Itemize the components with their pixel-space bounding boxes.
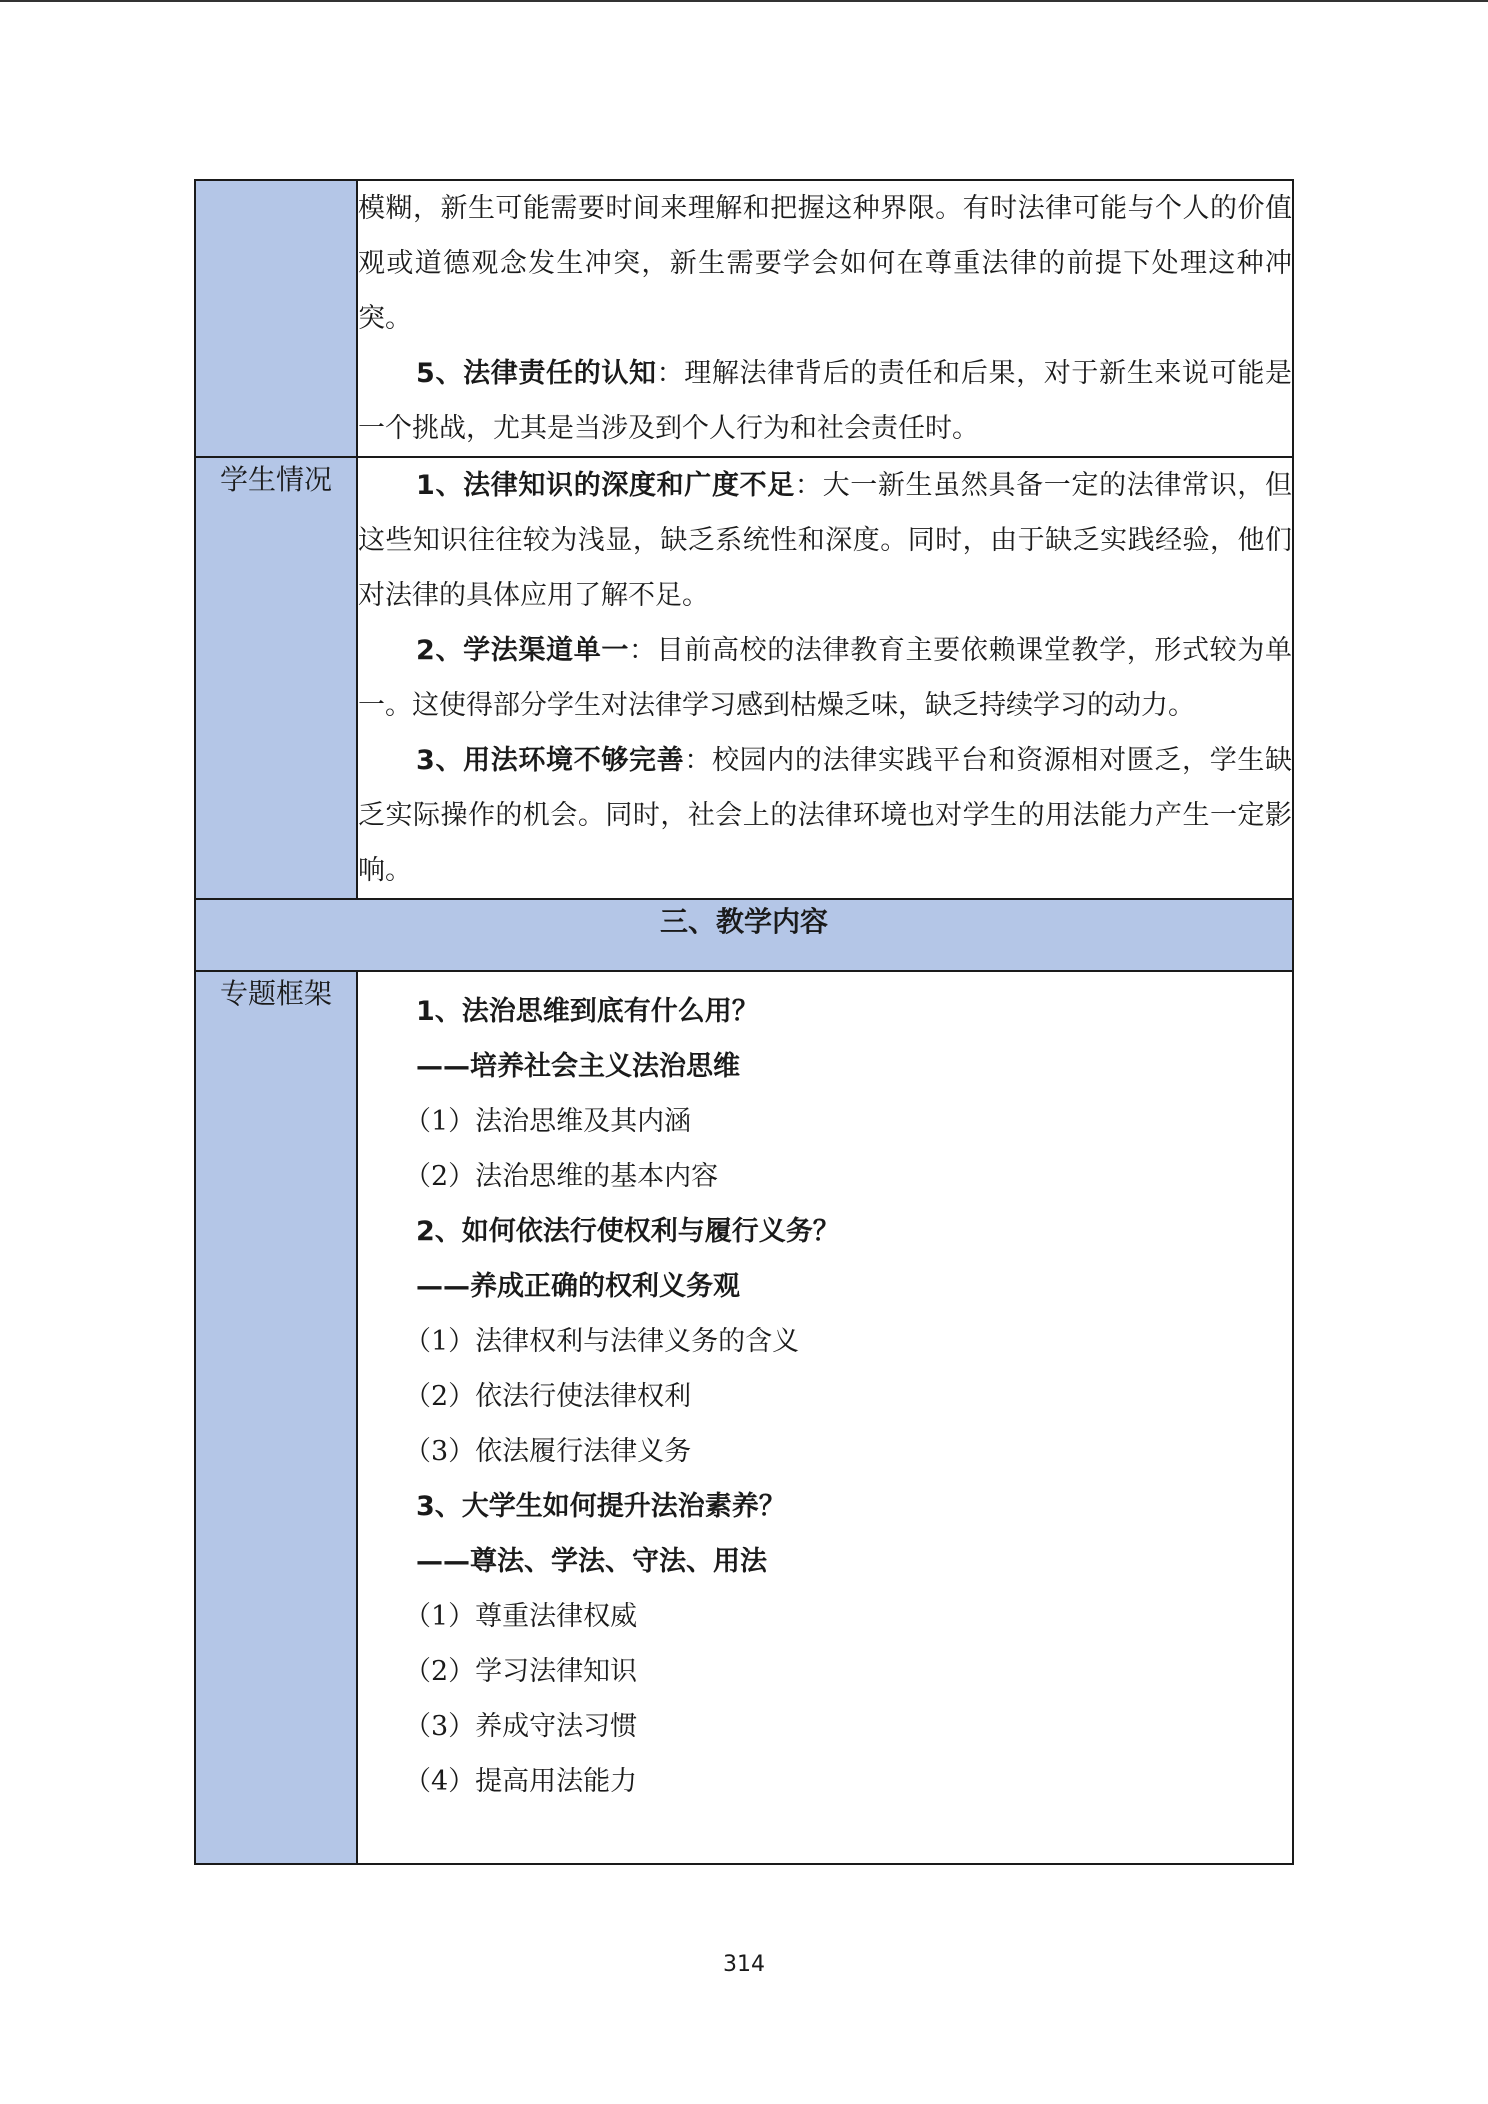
student-item-1-text: ：大一新生虽然具备一定的法律常识，但这些知识往往较为浅显，缺乏系统性和深度。同时，由于缺乏实践经验，他们对法律的具体应用了解不足。 <box>358 470 1293 611</box>
framework-subitem: （2）依法行使法律权利 <box>404 1381 692 1412</box>
framework-heading: ——尊法、学法、守法、用法 <box>416 1546 767 1577</box>
table-row <box>195 899 1293 971</box>
student-item-3 <box>358 733 1292 898</box>
top-border-line <box>0 0 1488 2</box>
student-item-3-text: ：校园内的法律实践平台和资源相对匮乏，学生缺乏实际操作的机会。同时，社会上的法律环境也对学生的用法能力产生一定影响。 <box>358 745 1292 886</box>
difficulty-content-cell <box>357 180 1293 457</box>
item-5-text: ：理解法律背后的责任和后果，对于新生来说可能是一个挑战，尤其是当涉及到个人行为和社会责任时。 <box>358 358 1292 444</box>
student-item-3-title: 3、用法环境不够完善 <box>416 745 685 776</box>
table-row <box>195 971 1293 1864</box>
framework-subitem: （1）尊重法律权威 <box>404 1601 638 1632</box>
table-row <box>195 180 1293 457</box>
framework-subitem: （1）法律权利与法律义务的含义 <box>404 1326 800 1357</box>
student-item-1-title: 1、法律知识的深度和广度不足 <box>416 470 795 501</box>
framework-heading: 2、如何依法行使权利与履行义务？ <box>416 1216 840 1247</box>
framework-subitem: （3）依法履行法律义务 <box>404 1436 692 1467</box>
student-situation-content <box>357 457 1293 899</box>
framework-heading: 3、大学生如何提升法治素养？ <box>416 1491 786 1522</box>
section-heading-teaching-content: 三、教学内容 <box>195 899 1293 971</box>
student-situation-label: 学生情况 <box>195 457 357 899</box>
framework-heading: 1、法治思维到底有什么用？ <box>416 996 759 1027</box>
item-5-title: 5、法律责任的认知 <box>416 358 657 389</box>
student-item-2 <box>358 623 1292 733</box>
topic-framework-label: 专题框架 <box>195 971 357 1864</box>
student-item-2-title: 2、学法渠道单一 <box>416 635 629 666</box>
framework-subitem: （3）养成守法习惯 <box>404 1711 638 1742</box>
paragraph-item-5 <box>358 346 1292 456</box>
framework-subitem: （2）学习法律知识 <box>404 1656 638 1687</box>
framework-subitem: （2）法治思维的基本内容 <box>404 1161 719 1192</box>
paragraph-continued: 模糊，新生可能需要时间来理解和把握这种界限。有时法律可能与个人的价值观或道德观念发生冲突，新生需要学会如何在尊重法律的前提下处理这种冲突。 <box>358 193 1292 334</box>
framework-subitem: （4）提高用法能力 <box>404 1766 638 1797</box>
table-row <box>195 457 1293 899</box>
student-item-2-text: ：目前高校的法律教育主要依赖课堂教学，形式较为单一。这使得部分学生对法律学习感到枯燥乏味，缺乏持续学习的动力。 <box>358 635 1292 721</box>
framework-list <box>358 984 1292 1809</box>
empty-label-cell <box>195 180 357 457</box>
framework-heading: ——培养社会主义法治思维 <box>416 1051 740 1082</box>
page-number: 314 <box>723 1952 765 1977</box>
framework-subitem: （1）法治思维及其内涵 <box>404 1106 692 1137</box>
teaching-plan-table <box>194 179 1294 1865</box>
student-item-1 <box>358 458 1292 623</box>
topic-framework-content <box>357 971 1293 1864</box>
framework-heading: ——养成正确的权利义务观 <box>416 1271 740 1302</box>
